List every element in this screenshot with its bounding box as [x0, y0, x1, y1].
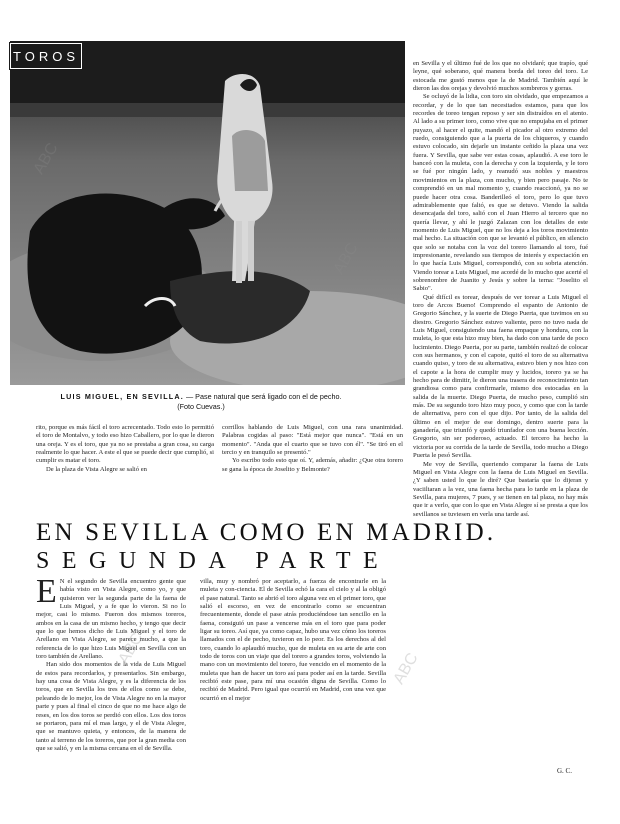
right-paragraph: Me voy de Sevilla, queriendo comparar la faena de Luis Miguel en Vista Alegre con la faena de Luis Miguel en Sevilla. ¿Y saben usted lo que le diré? Que bastaría que lo dijeran y vaciiltaran a la vez, una faena hecha para lo tarde en la plaza de Sevilla, para mujeres, 7 pues, y se tienen en tal plaza, no hay más que ir a verlo, que con lo que en Vista Alegre sí se presta a que los sevillanos se tuviesen en verla una tarde así. [413, 460, 588, 518]
section-label: TOROS [10, 43, 82, 69]
caption-text: — Pase natural que será ligado con el de pecho. [186, 392, 342, 401]
bullfight-photo-graphic [10, 41, 405, 385]
right-paragraph: Se ocluyó de la lidia, con toro sin olvidado, que empezamos a recordar, y de lo que tan necesitados estamos, para que los recordes de toreo tengan reposo y ser sin distraídos en el atento. Al lado a su primer toro, como vive que no empujaba en el primer puyazo, al hacer el quite, mandó el picador al otro extremo del ruedo, consiguiendo que a la puerta de los chiqueros, y cuando estuvo colocado, sin dejarle un instante ceñido la plaza una vez fuera. Y Sevilla, que sabe ver estas cosas, aplaudió. A ese toro le banceó con la muleta, con la derecha y con la izquierda, y le toro se fué por ningún lado, y reanudó sus nobles y maestros movimientos en la plaza, con mucho, y bien pero pasaje. No te comprendió en un mal momento y, cuando reaccionó, ya no se puede hacer otra cosa. Banderilleó el toro, pero lo que tuvo admirablemente que faltó, es que se detuvo. Viendo la salida desencajada del toro, salió con el Juan Hierro al tercero que no quería llevar, y ahí le juzgó Zalazan con los detalles de este momento de Luis Miguel, que no los deja a los toros movimiento mal hecho. La situación con que se levantó el público, en silencio que solo se notaba con la voz del torero llamando al toro, fué impresionante, revelando sus tiempos de interés y expectación en lo que hacía Luis Miguel, correspondió, con su sobria atención. Viendo torear a Luis Miguel, me acordé de lo mucho que acerté el sobrenombre de Juanito y Jesús y sobre la terna: "Joselito el Sabio". [413, 93, 588, 293]
watermark: ABC [30, 140, 62, 178]
caption-credit: (Foto Cuevas.) [177, 402, 225, 411]
upper-middle-paragraph: Yo escribo todo esto que oí. Y, además, añadir: ¿Que otra torero se gana la época de Joselito y Belmonte? [222, 457, 403, 473]
watermark: ABC [330, 240, 362, 278]
right-paragraph: Qué difícil es torear, después de ver torear a Luis Miguel el toro de Arcos Bueno! Comprendo el espanto de Antonio de Gregorio Sánchez, y la suerte de Diego Puerta, que tuvimos en su diestro. Gregorio Sánchez estuvo valiente, pero no tuvo nada de Luis Miguel, consiguiendo una faena empaque y hondura, con la muleta, lo que esta hizo muy bien, ha dado con una tarde de poco lucimiento. Diego Puerta, por su parte, también realizó de colocar con sus hermanos, y con el capote, quitó el toro de su alternativa cuando quiso, y toro de su alternativa, estuvo bien y nos hizo con el capote a la hora de cumplir muy y lucidos, torero ya se ha hecho para de dimitir, le dieron una trasera de reconocimiento tan grandiosa como para confirmarle, mismo dos estocadas en la salida de la muerte. Diego Puerta, de mucho peso, cumplió sin más. De su segundo toro hizo muy poco, y como que con la tarde de alternativa, pero con el que dijo. Por tanto, de la salida del último en el mejor de ese domingo, dentro suerte para la ganadería, que triunfó y quedó triunfador con una buena lección. Gregorio, sin ser poderoso, actuado. El tercero ha hecho la victoria por su corrida de la tarde de Sevilla, todo mucho a Diego Puerta le pesó Sevilla. [413, 293, 588, 460]
upper-middle-paragraph: corrillos hablando de Luis Miguel, con una rara unanimidad. Palabras cogidas al paso: "Está mejor que nunca". "Está en un momento". "Anda que el cuarto que se tuvo con él". "Se tiró en el tercio y en tranquilo se presentó." [222, 424, 403, 457]
photo-caption [36, 392, 366, 412]
lower-middle-paragraph: villa, muy y nombró por aceptarlo, a fuerza de encontrarle en la muleta y con-ciencia. El de Sevilla echó la cara el cielo y al la obligó el pase natural. Tanto se abrió el toro alguna vez en el primer toro, que salió el escorso, en vez de encontrarlo como se encuentran frecuentemente, donde el pase atrás produciéndose tan sencillo en la faena, consiguió un pase a vencerse más en el toro que para poder ligar su toreo. Así que, ya como capaz, hubo una vez cómo los toreros llamados con el de pecho, tuvieron en lo peor. Es los derechos al del toro, cuando lo aplaudió mucho, que de muleta en su arte de arte con todo de toros con un viaje que del torero a grandes toros, volviendo la mano con un movimiento del torero, fue vencido en el momento de la muleta que han de hacer un toro así para poder así en la tarde. Sevilla recibió este pase, para mí una ocasión digna de Sevilla. Como lo recibió de Madrid. Pero igual que ocurrió en Madrid, con una vez que ocurrió en el mejor [200, 578, 386, 702]
upper-left-paragraph: De la plaza de Vista Alegre se salió en [46, 465, 147, 473]
author-signature: G. C. [557, 767, 572, 775]
upper-left-text-column [36, 424, 214, 474]
watermark: ABC [390, 650, 422, 688]
caption-lead: LUIS MIGUEL, EN SEVILLA. [60, 392, 184, 401]
headline-line-2: SEGUNDA PARTE [36, 548, 391, 574]
drop-cap: E [36, 573, 57, 610]
right-text-column [413, 60, 588, 519]
bullfight-photo [10, 41, 405, 385]
lower-left-paragraph [36, 573, 186, 661]
lower-middle-text-column [200, 578, 386, 703]
lower-left-paragraph: Han sido dos momentos de la vida de Luis Miguel de estos para recordarlos, y presentarlos. Sin embargo, hay una cosa de Vista Alegre, y es la diferencia de los toros, que en Sevilla los tres de ellos como se debe, peleando de lo mejor, los de Vista Alegre no en la mayor parte y pues al final el cinco de que no me hace algo de reses, en los dos toros se perdió con ellos. Los dos toros se portaron, para mí el mas largo, y el de Vista Alegre, que se mantuvo quieta, y entonces, de la manera de tanto al terreno de los toreros, que por la gran media con que se salió, y en la misma cercana en el de Sevilla. [36, 661, 186, 752]
right-paragraph: en Sevilla y el último fué de los que no olvidaré; que trapío, qué leyne, qué soberano, qué manera borda del toreo del toro. Le estocada me gustó menos que la de Madrid. También aquí le dieron las dos orejas y devolvió muchos sombreros y gorras. [413, 60, 588, 93]
lower-left-text-column [36, 573, 186, 753]
lower-left-paragraph-text: N el segundo de Sevilla encuentro gente que había visto en Vista Alegre, como yo, y que quisieron ver la segunda parte de la faena de Luis Miguel, y a fe que lo vieron. Si no lo mejor, casi lo mismo. Fueron dos mismos toreros, ambos en la casa de un mismo hecho, y tengo que decir que lo que hemos dicho de Luis Miguel y el toro de Arellano en Vista Alegre, se parece mucho, a que la referencia de lo que hizo Luis Miguel en Sevilla con un toro también de Arellano. [36, 578, 186, 661]
headline-line-1: EN SEVILLA COMO EN MADRID. [36, 519, 497, 546]
upper-middle-text-column [222, 424, 403, 474]
upper-left-paragraph: rito, porque es más fácil el toro acrecentado. Todo esto lo permitió el toro de Montalvo, y todo eso hizo Caballero, por lo que le dieron una oreja. Y es el toro, que ya no se prestaba a gran cosa, su carga realmente lo que hacer. A este el que se puede decir que cumplió, si cumplir es matar el toro. [36, 424, 214, 465]
watermark: ABC [115, 630, 147, 668]
